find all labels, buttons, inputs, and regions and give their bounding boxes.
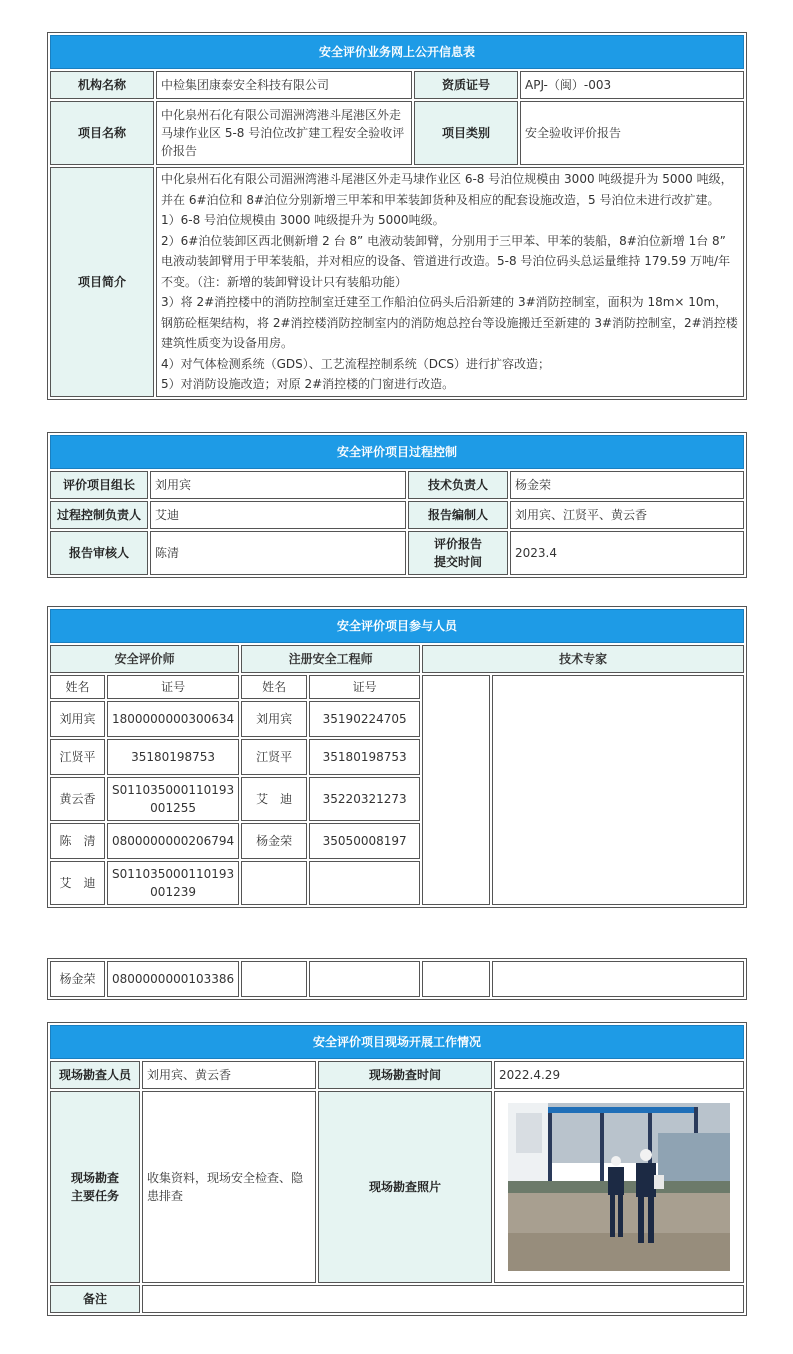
site-inspection-photo (508, 1103, 730, 1271)
intro-line: 1）6-8 号泊位规模由 3000 吨级提升为 5000吨级。 (161, 213, 445, 227)
org-label: 机构名称 (50, 71, 154, 99)
cert-value: APJ-（闽）-003 (520, 71, 744, 99)
writer-label: 报告编制人 (408, 501, 508, 529)
evaluator-col-header: 安全评价师 (50, 645, 239, 673)
project-type-label: 项目类别 (414, 101, 518, 165)
table-row-cert: S011035000110193001239 (107, 861, 239, 905)
table-row-name: 杨金荣 (50, 961, 105, 997)
site-staff-value: 刘用宾、黄云香 (142, 1061, 316, 1089)
site-time-value: 2022.4.29 (494, 1061, 744, 1089)
table-row-cert: 35190224705 (309, 701, 420, 737)
table-row-name: 江贤平 (50, 739, 105, 775)
intro-line: 2）6#泊位装卸区西北侧新增 2 台 8” 电液动装卸臂，分别用于三甲苯、甲苯的装船，8#泊位新增 1台 8” 电液动装卸臂用于甲苯装船，并对相应的设备、管道进行改造。5-8 号泊位码头总运量维持 179.59 万吨/年不变。（注：新增的装卸臂设计只有装船功能） (161, 233, 731, 289)
table-row-name: 艾 迪 (50, 861, 105, 905)
writer-value: 刘用宾、江贤平、黄云香 (510, 501, 744, 529)
site-work-table (47, 1022, 747, 1316)
public-info-table (47, 32, 747, 400)
site-time-label: 现场勘查时间 (318, 1061, 492, 1089)
table-row-cert: 0800000000206794 (107, 823, 239, 859)
remark-value (142, 1285, 744, 1313)
table-row-cert: 35180198753 (107, 739, 239, 775)
engineer-col-header: 注册安全工程师 (241, 645, 420, 673)
cert-header: 证号 (107, 675, 239, 699)
expert-cert-cell (492, 675, 744, 905)
table-row-cert: S011035000110193001255 (107, 777, 239, 821)
extra-participant-table (47, 958, 747, 1000)
name-header: 姓名 (50, 675, 105, 699)
site-task-label: 现场勘查 主要任务 (50, 1091, 140, 1283)
reviewer-label: 报告审核人 (50, 531, 148, 575)
table-row-name: 艾 迪 (241, 777, 307, 821)
process-control-table (47, 432, 747, 578)
process-lead-label: 过程控制负责人 (50, 501, 148, 529)
expert-col-header: 技术专家 (422, 645, 744, 673)
project-intro-label: 项目简介 (50, 167, 154, 397)
reviewer-value: 陈清 (150, 531, 406, 575)
remark-label: 备注 (50, 1285, 140, 1313)
table-row-cert (309, 861, 420, 905)
table-row-cert: 35050008197 (309, 823, 420, 859)
submit-time-value: 2023.4 (510, 531, 744, 575)
intro-line: 3）将 2#消控楼中的消防控制室迁建至工作船泊位码头后沿新建的 3#消防控制室，面积为 18m× 10m，钢筋砼框架结构，将 2#消控楼消防控制室内的消防炮总控台等设施搬迁至新建的 3#消防控制室，2#消控楼建筑性质变为设备用房。 (161, 295, 738, 350)
leader-label: 评价项目组长 (50, 471, 148, 499)
tech-lead-value: 杨金荣 (510, 471, 744, 499)
site-task-value: 收集资料，现场安全检查、隐患排查 (142, 1091, 316, 1283)
site-staff-label: 现场勘查人员 (50, 1061, 140, 1089)
table-row-cert: 35180198753 (309, 739, 420, 775)
table-row-cert: 1800000000300634 (107, 701, 239, 737)
org-value: 中检集团康泰安全科技有限公司 (156, 71, 412, 99)
leader-value: 刘用宾 (150, 471, 406, 499)
project-name-value: 中化泉州石化有限公司湄洲湾港斗尾港区外走马埭作业区 5-8 号泊位改扩建工程安全验收评价报告 (156, 101, 412, 165)
site-work-header: 安全评价项目现场开展工作情况 (50, 1025, 744, 1059)
intro-line: 5）对消防设施改造；对原 2#消控楼的门窗进行改造。 (161, 377, 455, 391)
participants-table (47, 606, 747, 908)
submit-time-label: 评价报告 提交时间 (408, 531, 508, 575)
cert-label: 资质证号 (414, 71, 518, 99)
table-row-name (241, 861, 307, 905)
site-photo-label: 现场勘查照片 (318, 1091, 492, 1283)
cert-header: 证号 (309, 675, 420, 699)
table-row-name: 黄云香 (50, 777, 105, 821)
participants-header: 安全评价项目参与人员 (50, 609, 744, 643)
table-row-name: 刘用宾 (241, 701, 307, 737)
table-row-cert: 35220321273 (309, 777, 420, 821)
table-row-name: 杨金荣 (241, 823, 307, 859)
project-type-value: 安全验收评价报告 (520, 101, 744, 165)
project-name-label: 项目名称 (50, 101, 154, 165)
table-row-cert: 0800000000103386 (107, 961, 239, 997)
table-row-name: 江贤平 (241, 739, 307, 775)
table-row-name: 刘用宾 (50, 701, 105, 737)
expert-name-cell (422, 675, 490, 905)
intro-line: 4）对气体检测系统（GDS）、工艺流程控制系统（DCS）进行扩容改造； (161, 356, 551, 371)
name-header: 姓名 (241, 675, 307, 699)
process-lead-value: 艾迪 (150, 501, 406, 529)
table-row-name: 陈 清 (50, 823, 105, 859)
tech-lead-label: 技术负责人 (408, 471, 508, 499)
process-control-header: 安全评价项目过程控制 (50, 435, 744, 469)
project-intro (156, 167, 744, 397)
site-photo-cell (494, 1091, 744, 1283)
intro-line: 中化泉州石化有限公司湄洲湾港斗尾港区外走马埭作业区 6-8 号泊位规模由 3000 吨级提升为 5000 吨级，并在 6#泊位和 8#泊位分别新增三甲苯和甲苯装卸货种及相应的配套设施改造，5 号泊位未进行改扩建。 (161, 172, 733, 207)
public-info-header: 安全评价业务网上公开信息表 (50, 35, 744, 69)
